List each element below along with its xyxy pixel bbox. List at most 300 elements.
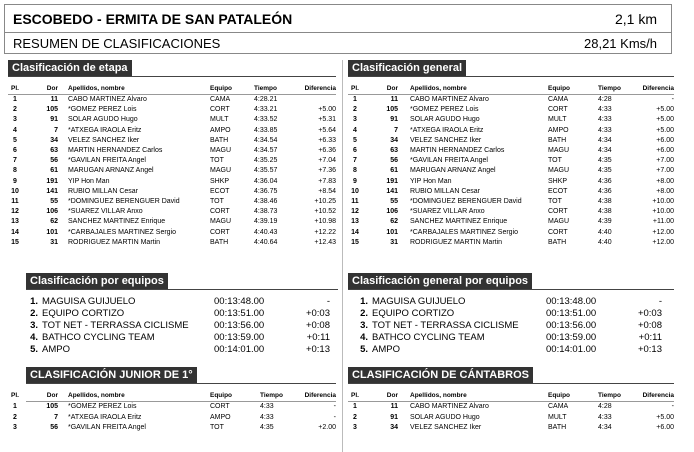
cell-name: MARUGAN ARNANZ Angel xyxy=(68,167,154,175)
cell-time: 4:39.19 xyxy=(254,218,278,226)
cell-time: 4:34 xyxy=(598,147,612,154)
cell-diff: +7.04 xyxy=(318,157,336,165)
cell-time: 4:34.57 xyxy=(254,147,278,154)
team-cell-time: 00:13:59.00 xyxy=(546,332,597,343)
cell-name: RUBIO MILLAN Cesar xyxy=(68,187,139,195)
table-row xyxy=(8,238,336,248)
cell-dor: 191 xyxy=(46,177,58,185)
column-header-diff: Diferencia xyxy=(304,392,336,399)
cell-name: VELEZ SANCHEZ Iker xyxy=(410,424,482,431)
cell-time: 4:28.21 xyxy=(254,96,278,103)
column-header-diff: Diferencia xyxy=(642,85,674,92)
cell-team: MULT xyxy=(210,116,229,124)
title-underline xyxy=(348,383,674,384)
cell-diff: +5.00 xyxy=(656,116,674,124)
cell-pl: 1 xyxy=(353,96,357,103)
cell-diff: +7.36 xyxy=(318,167,336,175)
cell-pl: 3 xyxy=(353,424,357,431)
cell-team: MULT xyxy=(548,116,567,124)
cell-dor: 105 xyxy=(46,403,58,410)
team-cell-pl: 4. xyxy=(360,332,368,343)
cell-team: SHKP xyxy=(548,177,568,185)
cell-dor: 55 xyxy=(50,198,58,205)
cell-team: CAMA xyxy=(210,96,231,103)
cell-pl: 6 xyxy=(13,147,17,154)
section-title: CLASIFICACIÓN DE CÁNTABROS xyxy=(348,367,533,383)
cell-pl: 3 xyxy=(13,424,17,431)
cell-team: ECOT xyxy=(548,187,568,195)
team-cell-time: 00:13:56.00 xyxy=(214,320,265,331)
cell-pl: 3 xyxy=(353,116,357,124)
section-title: Clasificación de etapa xyxy=(8,60,132,76)
column-header-dor: Dor xyxy=(386,392,398,399)
cell-team: BATH xyxy=(210,238,229,246)
team-cell-time: 00:13:56.00 xyxy=(546,320,597,331)
cell-diff: - xyxy=(333,403,336,410)
table-row xyxy=(8,228,336,238)
cell-dor: 55 xyxy=(390,198,398,205)
table-row xyxy=(8,177,336,187)
column-header-team: Equipo xyxy=(210,85,233,92)
cell-team: TOT xyxy=(210,198,224,205)
cell-team: CORT xyxy=(210,106,230,114)
team-cell-name: TOT NET - TERRASSA CICLISME xyxy=(42,320,189,331)
team-row xyxy=(26,332,338,344)
title-underline xyxy=(348,289,674,290)
cell-name: SANCHEZ MARTINEZ Enrique xyxy=(410,218,508,226)
team-cell-time: 00:13:51.00 xyxy=(214,308,265,319)
cell-diff: +5.00 xyxy=(656,413,674,421)
section-title: Clasificación general por equipos xyxy=(348,273,532,289)
cell-time: 4:33 xyxy=(260,403,274,410)
cell-name: CABO MARTINEZ Alvaro xyxy=(68,96,147,103)
cell-diff: +10.00 xyxy=(652,208,674,216)
cell-pl: 11 xyxy=(11,198,19,205)
table-row xyxy=(8,166,336,176)
cell-name: CABO MARTINEZ Alvaro xyxy=(410,96,489,103)
cell-team: CORT xyxy=(548,228,568,236)
cell-time: 4:35 xyxy=(598,167,612,175)
cell-team: CORT xyxy=(210,403,230,410)
cell-time: 4:34 xyxy=(598,424,612,431)
cell-name: MARTIN HERNANDEZ Carlos xyxy=(68,147,163,154)
table-row xyxy=(348,105,674,115)
team-cell-time: 00:13:59.00 xyxy=(214,332,265,343)
cell-dor: 7 xyxy=(394,126,398,134)
cell-time: 4:33 xyxy=(598,106,612,114)
cell-diff: +6.36 xyxy=(318,147,336,154)
team-cell-time: 00:14:01.00 xyxy=(214,344,265,355)
cell-pl: 14 xyxy=(351,228,359,236)
table-row xyxy=(8,105,336,115)
cell-dor: 105 xyxy=(386,106,398,114)
cell-name: CABO MARTINEZ Alvaro xyxy=(410,403,489,410)
cell-pl: 15 xyxy=(351,238,359,246)
cell-time: 4:33 xyxy=(598,116,612,124)
team-row xyxy=(348,344,674,356)
table-row xyxy=(13,423,336,433)
cell-team: MULT xyxy=(548,413,567,421)
table-row xyxy=(8,115,336,125)
cell-pl: 2 xyxy=(13,413,17,421)
team-cell-diff: +0:03 xyxy=(637,308,662,319)
team-cell-time: 00:14:01.00 xyxy=(546,344,597,355)
team-cell-name: EQUIPO CORTIZO xyxy=(42,308,125,319)
table-row xyxy=(348,187,674,197)
cell-time: 4:28 xyxy=(598,403,612,410)
cell-time: 4:33 xyxy=(598,413,612,421)
cell-diff: +12.00 xyxy=(652,228,674,236)
cell-team: BATH xyxy=(210,136,229,144)
cell-name: *CARBAJALES MARTINEZ Sergio xyxy=(68,228,177,236)
cell-time: 4:34 xyxy=(598,136,612,144)
cell-dor: 7 xyxy=(54,126,58,134)
team-row xyxy=(26,344,338,356)
cell-time: 4:35 xyxy=(260,424,274,431)
cell-dor: 63 xyxy=(50,147,58,154)
cell-dor: 34 xyxy=(390,136,398,144)
cell-name: YIP Hon Man xyxy=(68,177,110,185)
cell-pl: 5 xyxy=(13,136,17,144)
team-row xyxy=(26,308,338,320)
cell-pl: 11 xyxy=(351,198,359,205)
cell-team: CAMA xyxy=(548,96,569,103)
team-cell-name: MAGUISA GUIJUELO xyxy=(42,296,136,307)
cell-diff: +2.00 xyxy=(318,424,336,431)
column-header-dor: Dor xyxy=(46,85,58,92)
cell-dor: 61 xyxy=(50,167,58,175)
cell-pl: 5 xyxy=(353,136,357,144)
table-row xyxy=(348,156,674,166)
cell-diff: - xyxy=(333,413,336,421)
column-header-team: Equipo xyxy=(548,85,571,92)
route-title: ESCOBEDO - ERMITA DE SAN PATALEÓN xyxy=(13,11,293,27)
cell-diff: +10.00 xyxy=(652,198,674,205)
cell-team: CORT xyxy=(548,106,568,114)
cell-diff: - xyxy=(671,96,674,103)
cell-diff: +10.98 xyxy=(314,218,336,226)
cell-time: 4:35.25 xyxy=(254,157,278,165)
cell-diff: +6.00 xyxy=(656,136,674,144)
table-row xyxy=(348,166,674,176)
cell-pl: 2 xyxy=(353,413,357,421)
average-speed: 28,21 Kms/h xyxy=(584,36,657,51)
title-underline xyxy=(348,76,674,77)
cell-dor: 7 xyxy=(54,413,58,421)
cell-pl: 4 xyxy=(13,126,17,134)
column-header-time: Tiempo xyxy=(598,392,621,399)
cell-pl: 4 xyxy=(353,126,357,134)
cell-name: SOLAR AGUDO Hugo xyxy=(410,413,480,421)
team-cell-pl: 1. xyxy=(30,296,38,307)
cell-pl: 3 xyxy=(13,116,17,124)
cell-dor: 31 xyxy=(390,238,398,246)
team-cell-pl: 5. xyxy=(360,344,368,355)
table-row xyxy=(8,126,336,136)
title-underline xyxy=(8,76,336,77)
table-row xyxy=(8,187,336,197)
cell-team: TOT xyxy=(210,424,224,431)
cell-diff: +10.25 xyxy=(314,198,336,205)
cell-time: 4:33 xyxy=(260,413,274,421)
team-cell-diff: +0:13 xyxy=(305,344,330,355)
cell-team: MAGU xyxy=(210,147,231,154)
cell-pl: 2 xyxy=(353,106,357,114)
cell-time: 4:33.85 xyxy=(254,126,278,134)
cell-pl: 14 xyxy=(11,228,19,236)
cell-dor: 91 xyxy=(390,413,398,421)
cell-dor: 141 xyxy=(386,187,398,195)
cell-name: *GAVILAN FREITA Angel xyxy=(410,157,488,165)
section-title: Clasificación por equipos xyxy=(26,273,168,289)
cell-pl: 6 xyxy=(353,147,357,154)
cell-name: *SUAREZ VILLAR Anxo xyxy=(410,208,485,216)
team-cell-pl: 2. xyxy=(30,308,38,319)
cell-pl: 1 xyxy=(353,403,357,410)
table-header xyxy=(11,391,336,401)
cell-time: 4:36.04 xyxy=(254,177,278,185)
cell-dor: 106 xyxy=(46,208,58,216)
cell-name: RODRIGUEZ MARTIN Martin xyxy=(68,238,161,246)
cell-dor: 11 xyxy=(390,96,398,103)
cell-pl: 1 xyxy=(13,96,17,103)
team-row xyxy=(348,296,674,308)
cell-diff: +6.00 xyxy=(656,424,674,431)
cell-dor: 101 xyxy=(386,228,398,236)
team-cell-diff: +0:13 xyxy=(637,344,662,355)
cell-name: MARUGAN ARNANZ Angel xyxy=(410,167,496,175)
cell-name: MARTIN HERNANDEZ Carlos xyxy=(410,147,505,154)
cell-team: MAGU xyxy=(548,167,569,175)
column-header-pl: Pl. xyxy=(11,392,19,399)
table-row xyxy=(348,228,674,238)
cell-team: AMPO xyxy=(210,126,231,134)
team-row xyxy=(348,308,674,320)
cell-name: *SUAREZ VILLAR Anxo xyxy=(68,208,143,216)
cell-pl: 8 xyxy=(13,167,17,175)
cell-dor: 34 xyxy=(390,424,398,431)
cell-name: RODRIGUEZ MARTIN Martin xyxy=(410,238,503,246)
cell-time: 4:28 xyxy=(598,96,612,103)
cell-team: CORT xyxy=(548,208,568,216)
cell-name: VELEZ SANCHEZ Iker xyxy=(410,136,482,144)
cell-time: 4:40.64 xyxy=(254,238,278,246)
cell-pl: 2 xyxy=(13,106,17,114)
table-header xyxy=(348,391,674,401)
cell-dor: 91 xyxy=(50,116,58,124)
table-row xyxy=(8,156,336,166)
column-header-name: Apellidos, nombre xyxy=(410,85,467,92)
cell-diff: +8.00 xyxy=(656,187,674,195)
column-divider xyxy=(342,60,343,452)
cell-time: 4:33.21 xyxy=(254,106,278,114)
cell-name: *ATXEGA IRAOLA Eritz xyxy=(68,126,142,134)
column-header-pl: Pl. xyxy=(11,85,19,92)
column-header-diff: Diferencia xyxy=(642,392,674,399)
team-cell-pl: 3. xyxy=(360,320,368,331)
cell-dor: 91 xyxy=(390,116,398,124)
cell-pl: 12 xyxy=(11,208,19,216)
cell-dor: 11 xyxy=(390,403,398,410)
cell-pl: 13 xyxy=(11,218,19,226)
team-cell-diff: - xyxy=(326,296,330,307)
cell-team: MAGU xyxy=(548,147,569,154)
cell-diff: +8.00 xyxy=(656,177,674,185)
team-cell-time: 00:13:51.00 xyxy=(546,308,597,319)
cell-name: SOLAR AGUDO Hugo xyxy=(68,116,138,124)
team-cell-diff: - xyxy=(658,296,662,307)
column-header-name: Apellidos, nombre xyxy=(410,392,467,399)
table-header xyxy=(8,84,336,94)
cell-team: CAMA xyxy=(548,403,569,410)
column-header-diff: Diferencia xyxy=(304,85,336,92)
cell-team: CORT xyxy=(210,228,230,236)
column-header-name: Apellidos, nombre xyxy=(68,85,125,92)
column-header-time: Tiempo xyxy=(254,85,277,92)
cell-team: BATH xyxy=(548,136,567,144)
cell-name: *GAVILAN FREITA Angel xyxy=(68,424,146,431)
cell-diff: +7.00 xyxy=(656,157,674,165)
route-distance: 2,1 km xyxy=(614,11,657,27)
cell-team: BATH xyxy=(548,238,567,246)
cell-diff: +5.00 xyxy=(656,106,674,114)
cell-dor: 63 xyxy=(390,147,398,154)
cell-time: 4:36 xyxy=(598,177,612,185)
team-cell-pl: 5. xyxy=(30,344,38,355)
team-row xyxy=(26,296,338,308)
cell-pl: 13 xyxy=(351,218,359,226)
table-row xyxy=(348,413,674,423)
cell-diff: +5.31 xyxy=(318,116,336,124)
cell-dor: 191 xyxy=(386,177,398,185)
cell-pl: 9 xyxy=(13,177,17,185)
cell-dor: 11 xyxy=(50,96,58,103)
cell-pl: 10 xyxy=(11,187,19,195)
team-cell-time: 00:13:48.00 xyxy=(546,296,597,307)
table-row xyxy=(8,146,336,156)
cell-dor: 34 xyxy=(50,136,58,144)
cell-dor: 56 xyxy=(390,157,398,165)
cell-pl: 9 xyxy=(353,177,357,185)
table-row xyxy=(348,95,674,105)
column-header-team: Equipo xyxy=(548,392,571,399)
cell-diff: +6.33 xyxy=(318,136,336,144)
cell-time: 4:38 xyxy=(598,198,612,205)
team-cell-diff: +0:11 xyxy=(638,332,662,343)
cell-pl: 15 xyxy=(11,238,19,246)
cell-diff: +8.54 xyxy=(318,187,336,195)
cell-dor: 101 xyxy=(46,228,58,236)
team-cell-name: BATHCO CYCLING TEAM xyxy=(372,332,485,343)
cell-time: 4:38.73 xyxy=(254,208,278,216)
cell-time: 4:34.54 xyxy=(254,136,278,144)
team-cell-pl: 3. xyxy=(30,320,38,331)
table-row xyxy=(348,238,674,248)
cell-time: 4:38 xyxy=(598,208,612,216)
cell-dor: 141 xyxy=(46,187,58,195)
cell-time: 4:35.57 xyxy=(254,167,278,175)
team-cell-diff: +0:08 xyxy=(305,320,330,331)
title-underline xyxy=(26,289,338,290)
cell-team: AMPO xyxy=(548,126,569,134)
cell-name: VELEZ SANCHEZ Iker xyxy=(68,136,140,144)
cell-name: *DOMINGUEZ BERENGUER David xyxy=(410,198,522,205)
table-row xyxy=(348,423,674,433)
column-header-dor: Dor xyxy=(386,85,398,92)
cell-team: TOT xyxy=(548,198,562,205)
team-cell-name: AMPO xyxy=(42,344,70,355)
table-header xyxy=(348,84,674,94)
table-row xyxy=(348,115,674,125)
cell-time: 4:36 xyxy=(598,187,612,195)
cell-diff: - xyxy=(671,403,674,410)
team-cell-diff: +0:11 xyxy=(306,332,330,343)
column-header-time: Tiempo xyxy=(260,392,283,399)
team-cell-name: EQUIPO CORTIZO xyxy=(372,308,455,319)
team-cell-name: BATHCO CYCLING TEAM xyxy=(42,332,155,343)
cell-diff: +12.43 xyxy=(314,238,336,246)
team-cell-name: TOT NET - TERRASSA CICLISME xyxy=(372,320,519,331)
cell-pl: 7 xyxy=(13,157,17,165)
table-row xyxy=(8,136,336,146)
cell-diff: +7.00 xyxy=(656,167,674,175)
cell-dor: 56 xyxy=(50,157,58,165)
cell-time: 4:33 xyxy=(598,126,612,134)
title-underline xyxy=(26,383,336,384)
table-row xyxy=(348,207,674,217)
cell-dor: 62 xyxy=(50,218,58,226)
cell-name: YIP Hon Man xyxy=(410,177,452,185)
cell-time: 4:39 xyxy=(598,218,612,226)
table-row xyxy=(13,413,336,423)
team-row xyxy=(26,320,338,332)
cell-dor: 106 xyxy=(386,208,398,216)
cell-name: SOLAR AGUDO Hugo xyxy=(410,116,480,124)
cell-dor: 61 xyxy=(390,167,398,175)
table-row xyxy=(348,402,674,412)
cell-dor: 56 xyxy=(50,424,58,431)
cell-name: *DOMINGUEZ BERENGUER David xyxy=(68,198,180,205)
table-row xyxy=(348,197,674,207)
cell-time: 4:38.46 xyxy=(254,198,278,205)
cell-time: 4:35 xyxy=(598,157,612,165)
cell-diff: +12.00 xyxy=(652,238,674,246)
column-header-team: Equipo xyxy=(210,392,233,399)
cell-time: 4:40.43 xyxy=(254,228,278,236)
cell-time: 4:33.52 xyxy=(254,116,278,124)
cell-diff: +11.00 xyxy=(652,218,674,226)
cell-diff: +5.00 xyxy=(656,126,674,134)
team-cell-diff: +0:03 xyxy=(305,308,330,319)
summary-title: RESUMEN DE CLASIFICACIONES xyxy=(13,36,221,51)
column-header-time: Tiempo xyxy=(598,85,621,92)
cell-team: TOT xyxy=(548,157,562,165)
table-row xyxy=(348,177,674,187)
cell-pl: 12 xyxy=(351,208,359,216)
table-row xyxy=(348,126,674,136)
cell-team: MAGU xyxy=(210,218,231,226)
cell-team: SHKP xyxy=(210,177,230,185)
cell-name: *GOMEZ PEREZ Lois xyxy=(68,403,137,410)
column-header-pl: Pl. xyxy=(351,85,359,92)
column-header-dor: Dor xyxy=(46,392,58,399)
cell-name: *ATXEGA IRAOLA Eritz xyxy=(68,413,142,421)
table-row xyxy=(13,402,336,412)
header-route-box xyxy=(4,4,672,32)
team-cell-time: 00:13:48.00 xyxy=(214,296,265,307)
cell-diff: +10.52 xyxy=(314,208,336,216)
cell-name: SANCHEZ MARTINEZ Enrique xyxy=(68,218,166,226)
